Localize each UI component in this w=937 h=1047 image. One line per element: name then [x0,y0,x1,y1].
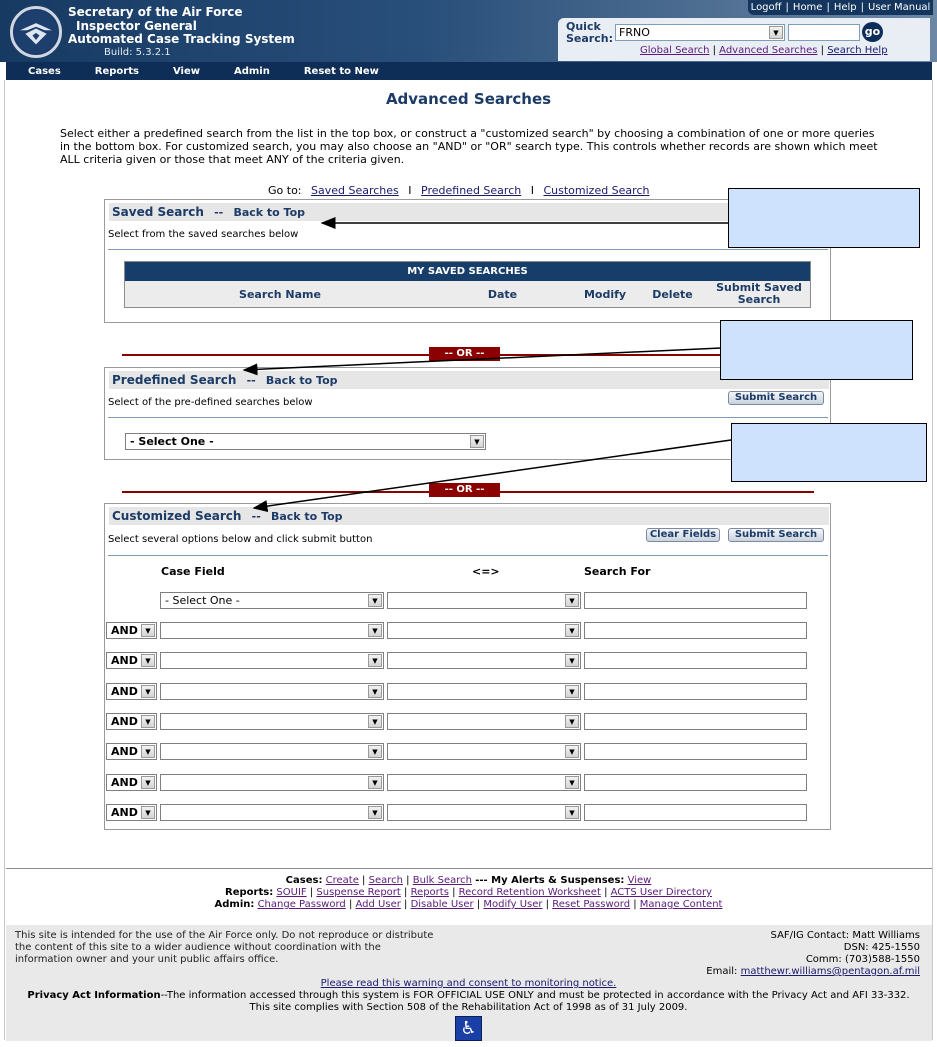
footer-search-link[interactable]: Search [368,875,403,886]
chevron-down-icon: ▼ [368,806,382,819]
predefined-search-header: Predefined Search -- Back to Top [109,371,829,389]
build-version: Build: 5.3.2.1 [104,47,171,58]
chevron-down-icon: ▼ [565,624,579,637]
global-search-link[interactable]: Global Search [640,45,710,56]
col-modify: Modify [583,288,627,301]
accessibility-icon[interactable]: ♿ [455,1016,482,1041]
chevron-down-icon: ▼ [368,594,382,607]
col-submit-saved-search: Submit Saved Search [716,281,802,306]
customized-submit-search-button[interactable]: Submit Search [728,528,824,542]
contact-email-link[interactable]: matthewr.williams@pentagon.af.mil [740,966,920,977]
col-case-field: Case Field [161,565,225,578]
case-field-select[interactable]: - Select One - ▼ [160,592,384,609]
footer-view-alerts-link[interactable]: View [627,875,652,886]
warning-consent-link[interactable]: Please read this warning and consent to monitoring notice. [320,978,617,989]
logic-operator-select[interactable]: AND ▼ [106,774,157,791]
saved-searches-table-title: MY SAVED SEARCHES [125,262,810,281]
col-operator: <=> [472,565,500,578]
saved-back-to-top-link[interactable]: Back to Top [233,206,306,219]
chevron-down-icon: ▼ [565,654,579,667]
footer-create-link[interactable]: Create [325,875,359,886]
quick-search-label: Quick Search: [566,20,613,45]
goto-saved-searches-link[interactable]: Saved Searches [311,184,399,197]
chevron-down-icon: ▼ [141,776,155,789]
chevron-down-icon: ▼ [565,806,579,819]
footer-change-password-link[interactable]: Change Password [257,899,346,910]
col-search-for: Search For [584,565,651,578]
nav-admin[interactable]: Admin [233,65,270,77]
footer-acts-directory-link[interactable]: ACTS User Directory [610,887,712,898]
logic-operator-select[interactable]: AND ▼ [106,622,157,639]
chevron-down-icon: ▼ [565,745,579,758]
or-divider-label: -- OR -- [429,347,500,361]
saved-search-header: Saved Search -- Back to Top [109,203,829,221]
app-title-line1: Secretary of the Air Force [68,5,243,19]
chevron-down-icon: ▼ [141,806,155,819]
footer-disable-user-link[interactable]: Disable User [410,899,474,910]
chevron-down-icon: ▼ [141,654,155,667]
usage-disclaimer: This site is intended for the use of the Air Force only. Do not reproduce or distribute the content of this site to a wider audience without coordination with the information owner and your unit public affairs office. [15,930,434,965]
footer-add-user-link[interactable]: Add User [355,899,401,910]
top-links: Logoff | Home | Help | User Manual [748,0,933,15]
intro-text: Select either a predefined search from the list in the top box, or construct a "customized search" by choosing a combination of one or more queries in the bottom box. For customized search, you may also choose an "AND" or "OR" search type. This controls whether records are shown which meet ALL criteria given or those that meet ANY of the criteria given. [60,127,878,166]
chevron-down-icon: ▼ [141,624,155,637]
chevron-down-icon: ▼ [141,745,155,758]
saved-search-subtitle: Select from the saved searches below [108,229,299,240]
privacy-act-info: Privacy Act Information--The information accessed through this system is FOR OFFICIAL USE ONLY and must be protected in accordance with the Privacy Act and AFI 33-332. This site complies with Section 508 of the Rehabilitation Act of 1998 as of 31 July 2009. [27,990,910,1013]
advanced-searches-link[interactable]: Advanced Searches [719,45,818,56]
quick-search-links: Global Search | Advanced Searches | Search Help [640,45,888,56]
footer-manage-content-link[interactable]: Manage Content [639,899,723,910]
or-divider-label: -- OR -- [429,483,500,497]
quick-search-type-select[interactable]: FRNO ▼ [615,24,785,41]
goto-customized-search-link[interactable]: Customized Search [543,184,650,197]
predefined-submit-search-button[interactable]: Submit Search [728,391,824,405]
chevron-down-icon: ▼ [368,654,382,667]
logic-operator-select[interactable]: AND ▼ [106,652,157,669]
chevron-down-icon: ▼ [141,685,155,698]
nav-reports[interactable]: Reports [94,65,139,77]
customized-search-header: Customized Search -- Back to Top [109,507,829,525]
footer-suspense-report-link[interactable]: Suspense Report [316,887,401,898]
chevron-down-icon: ▼ [368,776,382,789]
footer-record-retention-link[interactable]: Record Retention Worksheet [458,887,601,898]
warning-notice [0,978,937,989]
footer-reset-password-link[interactable]: Reset Password [552,899,631,910]
help-link[interactable]: Help [833,2,857,13]
col-search-name: Search Name [239,288,321,301]
customized-search-subtitle: Select several options below and click submit button [108,534,373,545]
chevron-down-icon: ▼ [141,715,155,728]
go-button[interactable]: go [862,22,883,42]
nav-view[interactable]: View [172,65,200,77]
nav-cases[interactable]: Cases [28,65,61,77]
footer-reports-link[interactable]: Reports [410,887,449,898]
chevron-down-icon: ▼ [368,624,382,637]
footer-modify-user-link[interactable]: Modify User [483,899,543,910]
nav-reset-to-new[interactable]: Reset to New [303,65,379,77]
chevron-down-icon: ▼ [565,685,579,698]
goto-predefined-search-link[interactable]: Predefined Search [421,184,522,197]
logic-operator-select[interactable]: AND ▼ [106,683,157,700]
predefined-search-select[interactable]: - Select One - ▼ [125,433,486,450]
predefined-search-subtitle: Select of the pre-defined searches below [108,397,313,408]
app-title-line2: Inspector General [76,19,197,33]
user-manual-link[interactable]: User Manual [868,2,931,13]
footer-souif-link[interactable]: SOUIF [276,887,307,898]
chevron-down-icon: ▼ [565,594,579,607]
logic-operator-select[interactable]: AND ▼ [106,713,157,730]
predefined-back-to-top-link[interactable]: Back to Top [265,374,338,387]
chevron-down-icon: ▼ [769,26,783,39]
logic-operator-select[interactable]: AND ▼ [106,804,157,821]
chevron-down-icon: ▼ [368,745,382,758]
footer-links: Cases: Create | Search | Bulk Search --- My Alerts & Suspenses: View Reports: SOUIF | Suspense Report | Reports | Record Retention Worksheet | ACTS User Directory Admin: Change Password | Add User | Disable User | Modify User | Reset Password | Manage Content [214,875,723,910]
goto-bar: Go to: Saved Searches I Predefined Search I Customized Search [268,184,650,197]
footer-bulk-search-link[interactable]: Bulk Search [412,875,473,886]
page-title: Advanced Searches [385,90,552,108]
chevron-down-icon: ▼ [470,435,484,448]
chevron-down-icon: ▼ [565,715,579,728]
chevron-down-icon: ▼ [368,685,382,698]
contact-info: SAF/IG Contact: Matt Williams DSN: 425-1550 Comm: (703)588-1550 Email: matthewr.williams@pentagon.af.mil [706,930,920,977]
clear-fields-button[interactable]: Clear Fields [646,528,720,542]
col-date: Date [487,288,518,301]
logic-operator-select[interactable]: AND ▼ [106,743,157,760]
home-link[interactable]: Home [792,2,823,13]
chevron-down-icon: ▼ [565,776,579,789]
callout-arrow [244,348,721,370]
callout-arrow [254,440,731,508]
col-delete: Delete [652,288,693,301]
logoff-link[interactable]: Logoff [750,2,782,13]
app-title-line3: Automated Case Tracking System [68,32,295,46]
footer-divider [6,868,932,869]
customized-back-to-top-link[interactable]: Back to Top [270,510,343,523]
chevron-down-icon: ▼ [368,715,382,728]
search-help-link[interactable]: Search Help [827,45,888,56]
